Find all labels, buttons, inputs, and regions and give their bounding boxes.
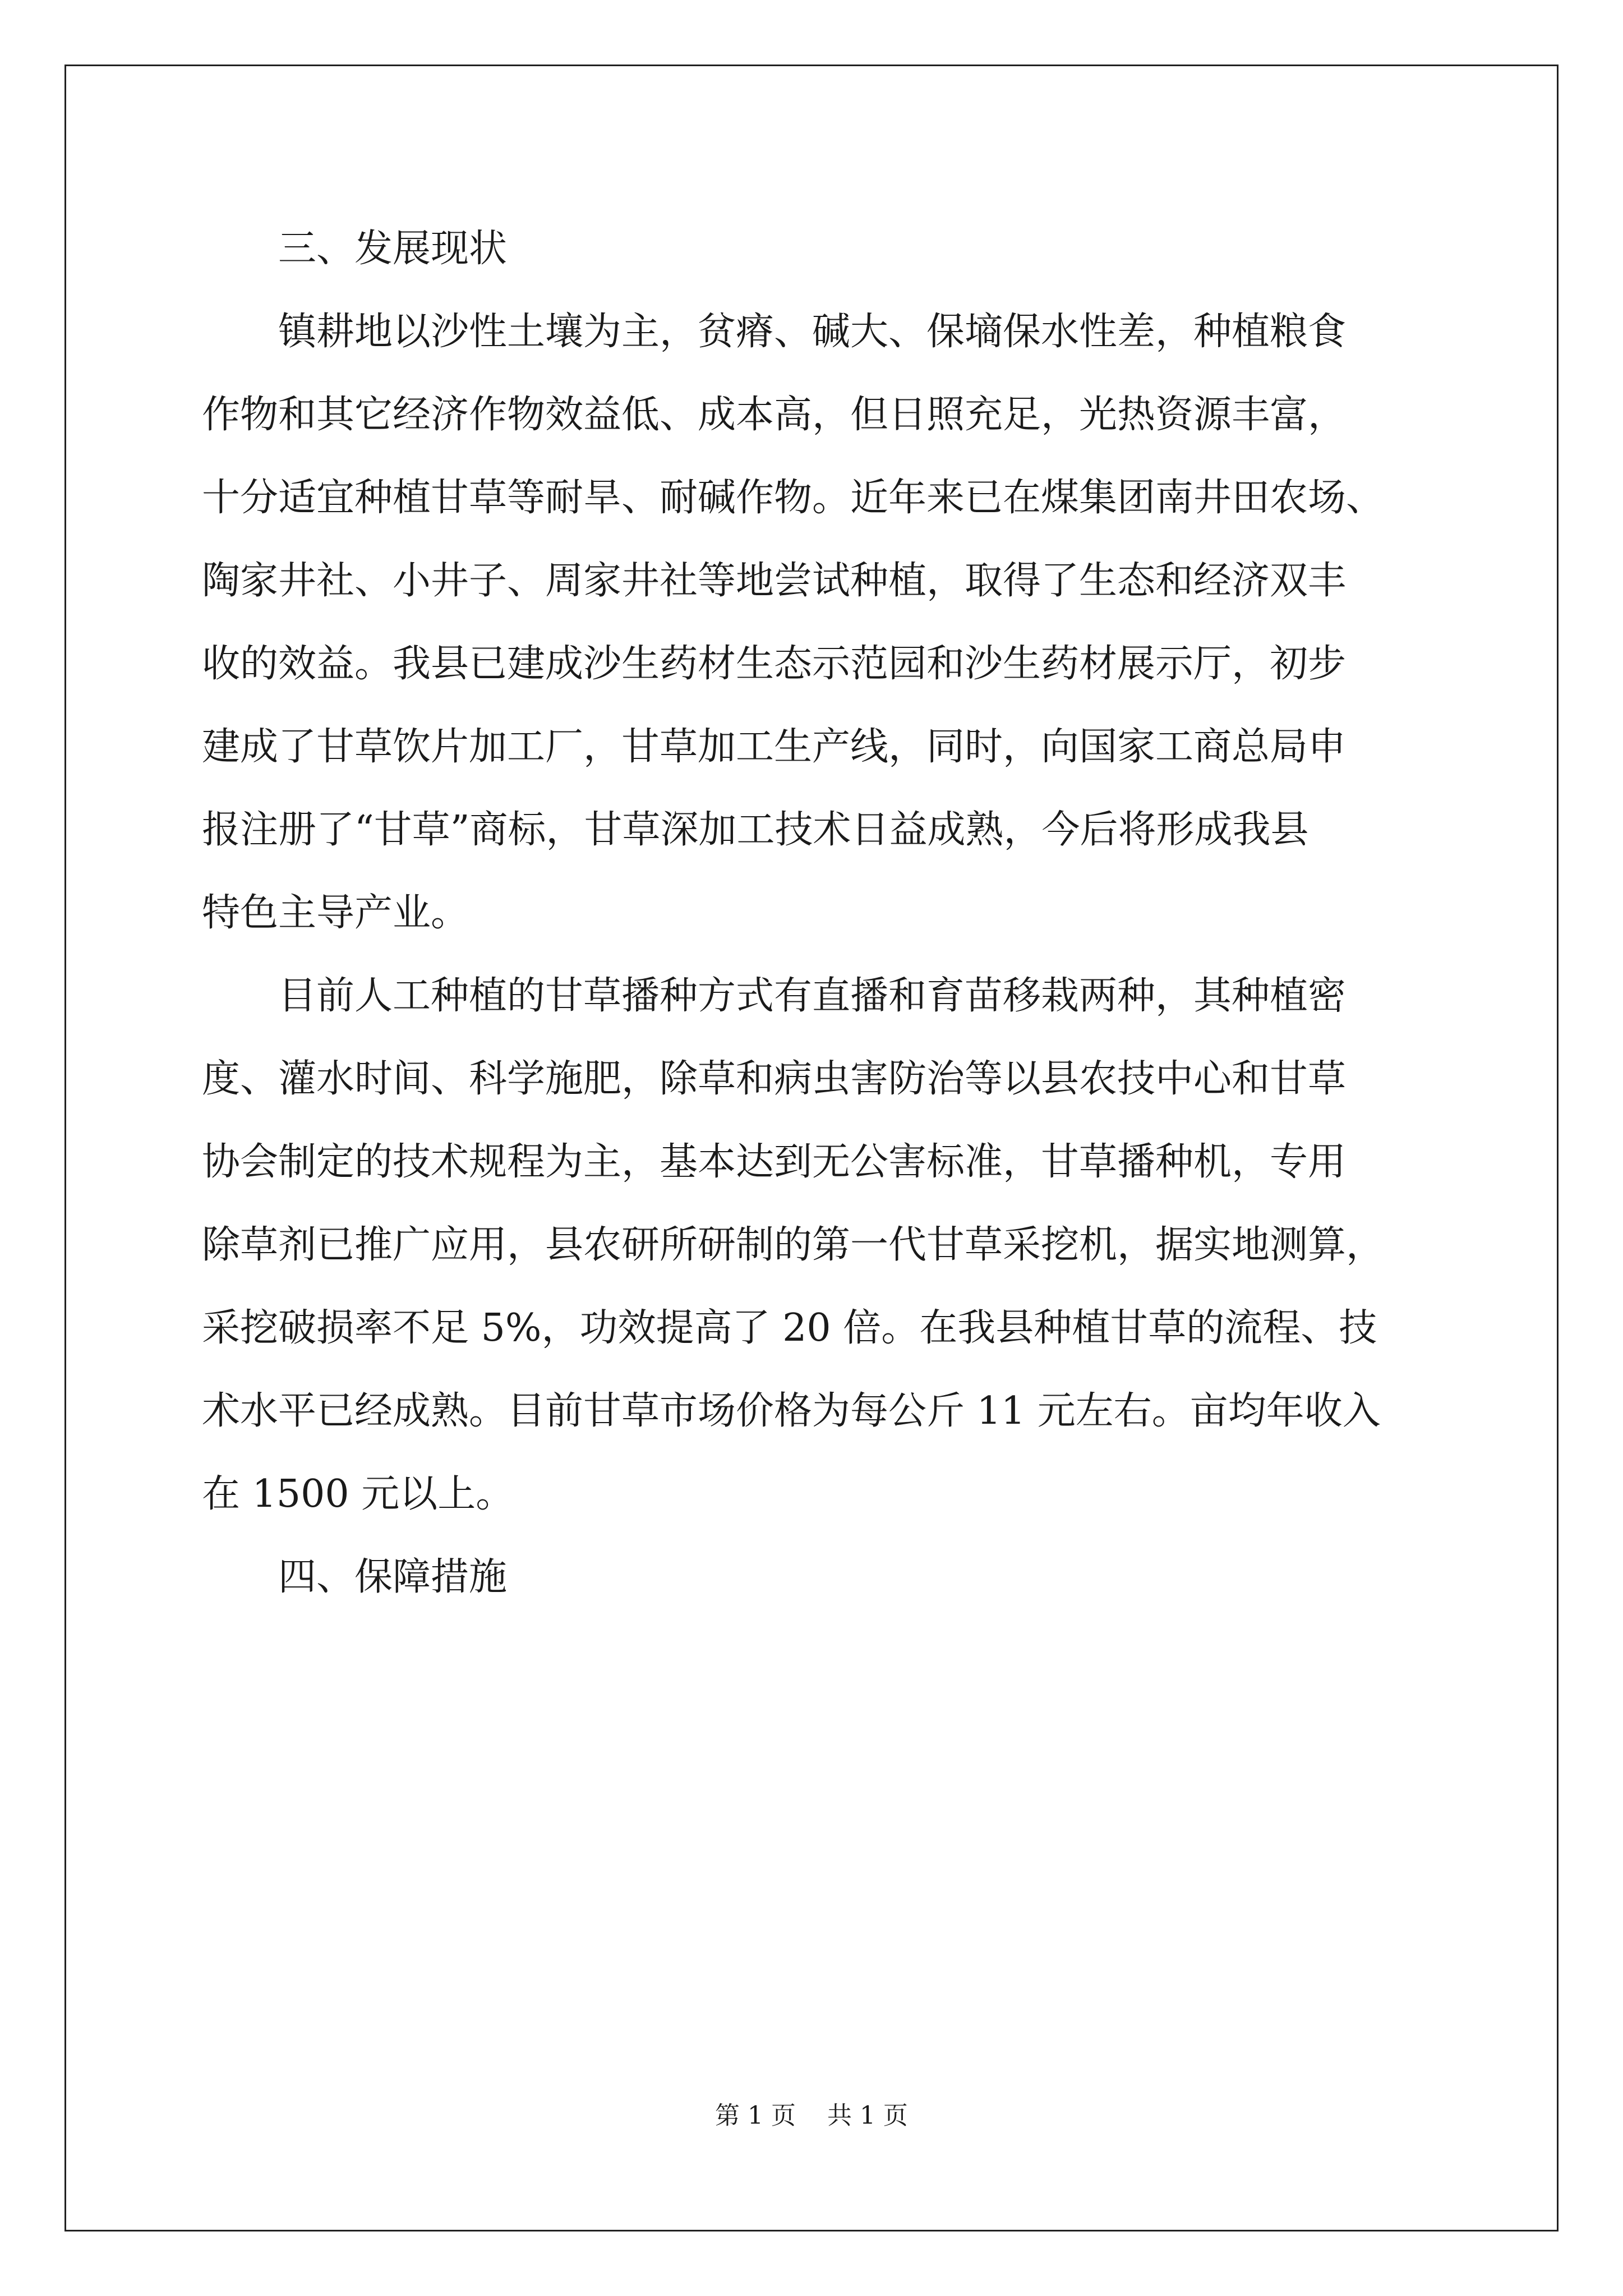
paragraph-line: 除草剂已推广应用，县农研所研制的第一代甘草采挖机，据实地测算， bbox=[202, 1223, 1385, 1267]
paragraph-line: 陶家井社、小井子、周家井社等地尝试种植，取得了生态和经济双丰 bbox=[202, 559, 1347, 603]
paragraph-line: 收的效益。我县已建成沙生药材生态示范园和沙生药材展示厅，初步 bbox=[202, 642, 1347, 686]
page-footer: 第 1 页 共 1 页 bbox=[715, 2101, 908, 2130]
paragraph-line: 作物和其它经济作物效益低、成本高，但日照充足，光热资源丰富， bbox=[202, 393, 1347, 437]
paragraph-line: 采挖破损率不足 5%，功效提高了 20 倍。在我县种植甘草的流程、技 bbox=[202, 1306, 1377, 1350]
section-heading-safeguard-measures: 四、保障措施 bbox=[278, 1555, 508, 1599]
paragraph-line: 术水平已经成熟。目前甘草市场价格为每公斤 11 元左右。亩均年收入 bbox=[202, 1389, 1381, 1433]
paragraph-line: 在 1500 元以上。 bbox=[202, 1472, 514, 1516]
paragraph-line: 镇耕地以沙性土壤为主，贫瘠、碱大、保墒保水性差，种植粮食 bbox=[278, 310, 1347, 354]
paragraph-line: 报注册了“甘草”商标，甘草深加工技术日益成熟，今后将形成我县 bbox=[202, 808, 1309, 852]
paragraph-planting-methods bbox=[202, 955, 1430, 1536]
paragraph-line: 协会制定的技术规程为主，基本达到无公害标准，甘草播种机，专用 bbox=[202, 1140, 1347, 1184]
paragraph-line: 度、灌水时间、科学施肥，除草和病虫害防治等以县农技中心和甘草 bbox=[202, 1057, 1347, 1101]
section-heading-development-status: 三、发展现状 bbox=[278, 227, 508, 271]
document-body bbox=[202, 208, 1430, 1619]
paragraph-line: 目前人工种植的甘草播种方式有直播和育苗移栽两种，其种植密 bbox=[278, 974, 1347, 1018]
paragraph-line: 特色主导产业。 bbox=[202, 891, 469, 935]
paragraph-line: 建成了甘草饮片加工厂，甘草加工生产线，同时，向国家工商总局申 bbox=[202, 725, 1347, 769]
paragraph-land-conditions bbox=[202, 291, 1430, 955]
paragraph-line: 十分适宜种植甘草等耐旱、耐碱作物。近年来已在煤集团南井田农场、 bbox=[202, 476, 1385, 520]
